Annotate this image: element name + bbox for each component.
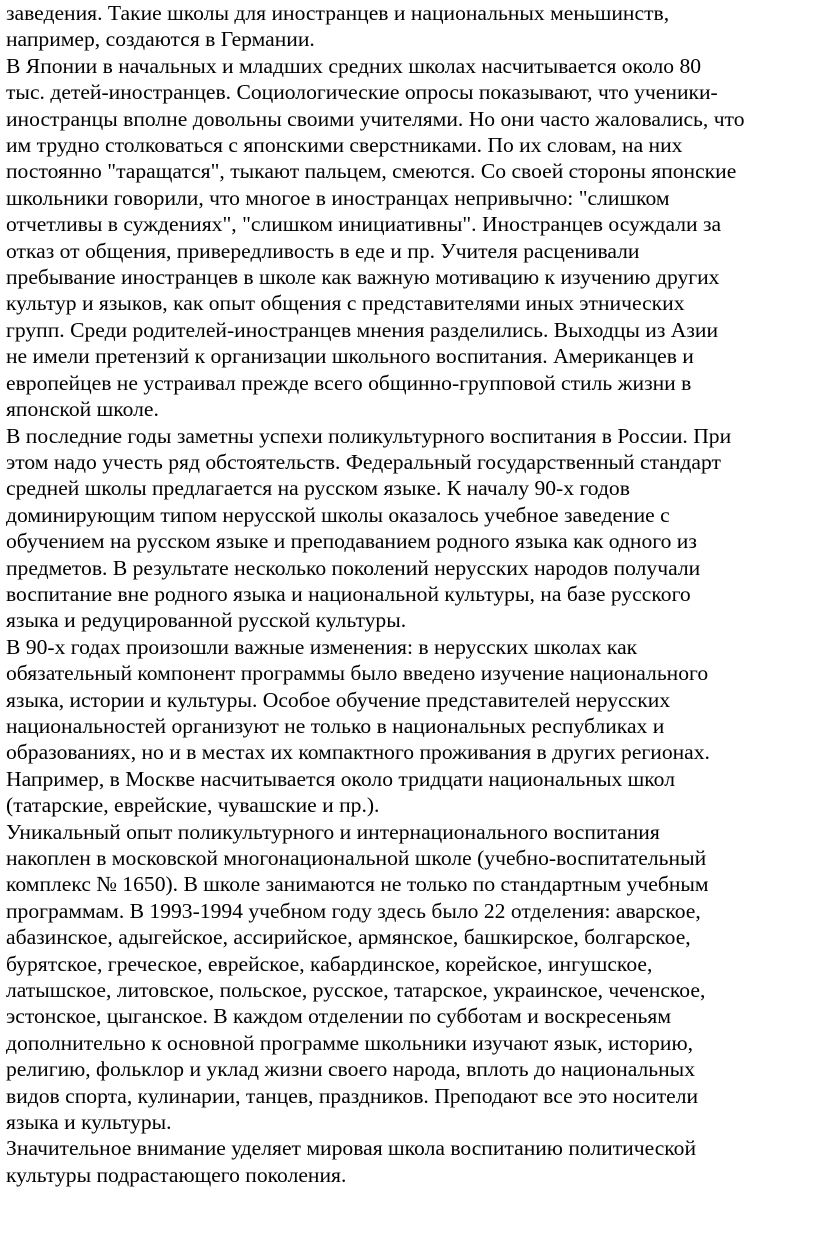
text-line: тыс. детей-иностранцев. Социологические опросы показывают, что ученики- bbox=[6, 80, 718, 105]
text-line: предметов. В результате несколько поколений нерусских народов получали bbox=[6, 555, 701, 580]
text-line: не имели претензий к организации школьного воспитания. Американцев и bbox=[6, 344, 694, 369]
text-line: этом надо учесть ряд обстоятельств. Федеральный государственный стандарт bbox=[6, 449, 721, 474]
text-line: дополнительно к основной программе школьники изучают язык, историю, bbox=[6, 1030, 694, 1055]
text-line: культуры подрастающего поколения. bbox=[6, 1162, 347, 1187]
text-line: средней школы предлагается на русском языке. К началу 90-х годов bbox=[6, 476, 630, 501]
paragraph-japan-schools bbox=[6, 53, 810, 423]
text-line: языка и редуцированной русской культуры. bbox=[6, 608, 407, 633]
text-line: им трудно столковаться с японскими сверстниками. По их словам, на них bbox=[6, 133, 683, 158]
text-line: обучением на русском языке и преподаванием родного языка как одного из bbox=[6, 529, 697, 554]
text-line: Значительное внимание уделяет мировая школа воспитанию политической bbox=[6, 1136, 697, 1161]
text-line: латышское, литовское, польское, русское, татарское, украинское, чеченское, bbox=[6, 978, 706, 1003]
text-line: культур и языков, как опыт общения с представителями иных этнических bbox=[6, 291, 685, 316]
text-line: заведения. Такие школы для иностранцев и национальных меньшинств, bbox=[6, 1, 670, 25]
paragraph-political-culture bbox=[6, 1135, 810, 1188]
text-line: отчетливы в суждениях", "слишком инициативны". Иностранцев осуждали за bbox=[6, 212, 722, 237]
text-line: групп. Среди родителей-иностранцев мнения разделились. Выходцы из Азии bbox=[6, 317, 719, 342]
text-line: например, создаются в Германии. bbox=[6, 27, 315, 52]
text-line: пребывание иностранцев в школе как важную мотивацию к изучению других bbox=[6, 265, 720, 290]
text-line: Уникальный опыт поликультурного и интернационального воспитания bbox=[6, 819, 660, 844]
paragraph-russia-multicultural bbox=[6, 423, 810, 634]
text-line: религию, фольклор и уклад жизни своего народа, вплоть до национальных bbox=[6, 1057, 695, 1082]
text-line: национальностей организуют не только в национальных республиках и bbox=[6, 713, 665, 738]
text-line: накоплен в московской многонациональной школе (учебно-воспитательный bbox=[6, 846, 707, 870]
text-line: В последние годы заметны успехи поликультурного воспитания в России. При bbox=[6, 423, 732, 448]
text-line: образованиях, но и в местах их компактного проживания в других регионах. bbox=[6, 740, 710, 765]
text-line: (татарские, еврейские, чувашские и пр.). bbox=[6, 793, 380, 818]
text-line: бурятское, греческое, еврейское, кабардинское, корейское, ингушское, bbox=[6, 951, 653, 976]
text-line: доминирующим типом нерусской школы оказалось учебное заведение с bbox=[6, 502, 670, 527]
text-line: европейцев не устраивал прежде всего общинно-групповой стиль жизни в bbox=[6, 370, 692, 395]
text-line: школьники говорили, что многое в иностранцах непривычно: "слишком bbox=[6, 185, 670, 210]
text-line: эстонское, цыганское. В каждом отделении по субботам и воскресеньям bbox=[6, 1004, 671, 1029]
text-line: языка и культуры. bbox=[6, 1110, 172, 1135]
text-line: программам. В 1993-1994 учебном году здесь было 22 отделения: аварское, bbox=[6, 898, 701, 923]
text-line: постоянно "таращатся", тыкают пальцем, смеются. Со своей стороны японские bbox=[6, 159, 737, 184]
text-line: комплекс № 1650). В школе занимаются не только по стандартным учебным bbox=[6, 872, 709, 897]
paragraph-moscow-school bbox=[6, 819, 810, 1136]
text-line: японской школе. bbox=[6, 397, 159, 422]
document-body bbox=[6, 0, 810, 1188]
text-line: обязательный компонент программы было введено изучение национального bbox=[6, 661, 709, 686]
paragraph-germany-schools bbox=[6, 0, 810, 53]
text-line: абазинское, адыгейское, ассирийское, армянское, башкирское, болгарское, bbox=[6, 925, 691, 950]
text-line: Например, в Москве насчитывается около тридцати национальных школ bbox=[6, 766, 675, 791]
text-line: отказ от общения, привередливость в еде и пр. Учителя расценивали bbox=[6, 238, 640, 263]
text-line: иностранцы вполне довольны своими учителями. Но они часто жаловались, что bbox=[6, 106, 745, 131]
text-line: видов спорта, кулинарии, танцев, праздников. Преподают все это носители bbox=[6, 1083, 699, 1108]
text-line: воспитание вне родного языка и национальной культуры, на базе русского bbox=[6, 581, 691, 606]
paragraph-90s-changes bbox=[6, 634, 810, 819]
text-line: В Японии в начальных и младших средних школах насчитывается около 80 bbox=[6, 53, 702, 78]
text-line: языка, истории и культуры. Особое обучение представителей нерусских bbox=[6, 687, 671, 712]
text-line: В 90-х годах произошли важные изменения: в нерусских школах как bbox=[6, 634, 638, 659]
